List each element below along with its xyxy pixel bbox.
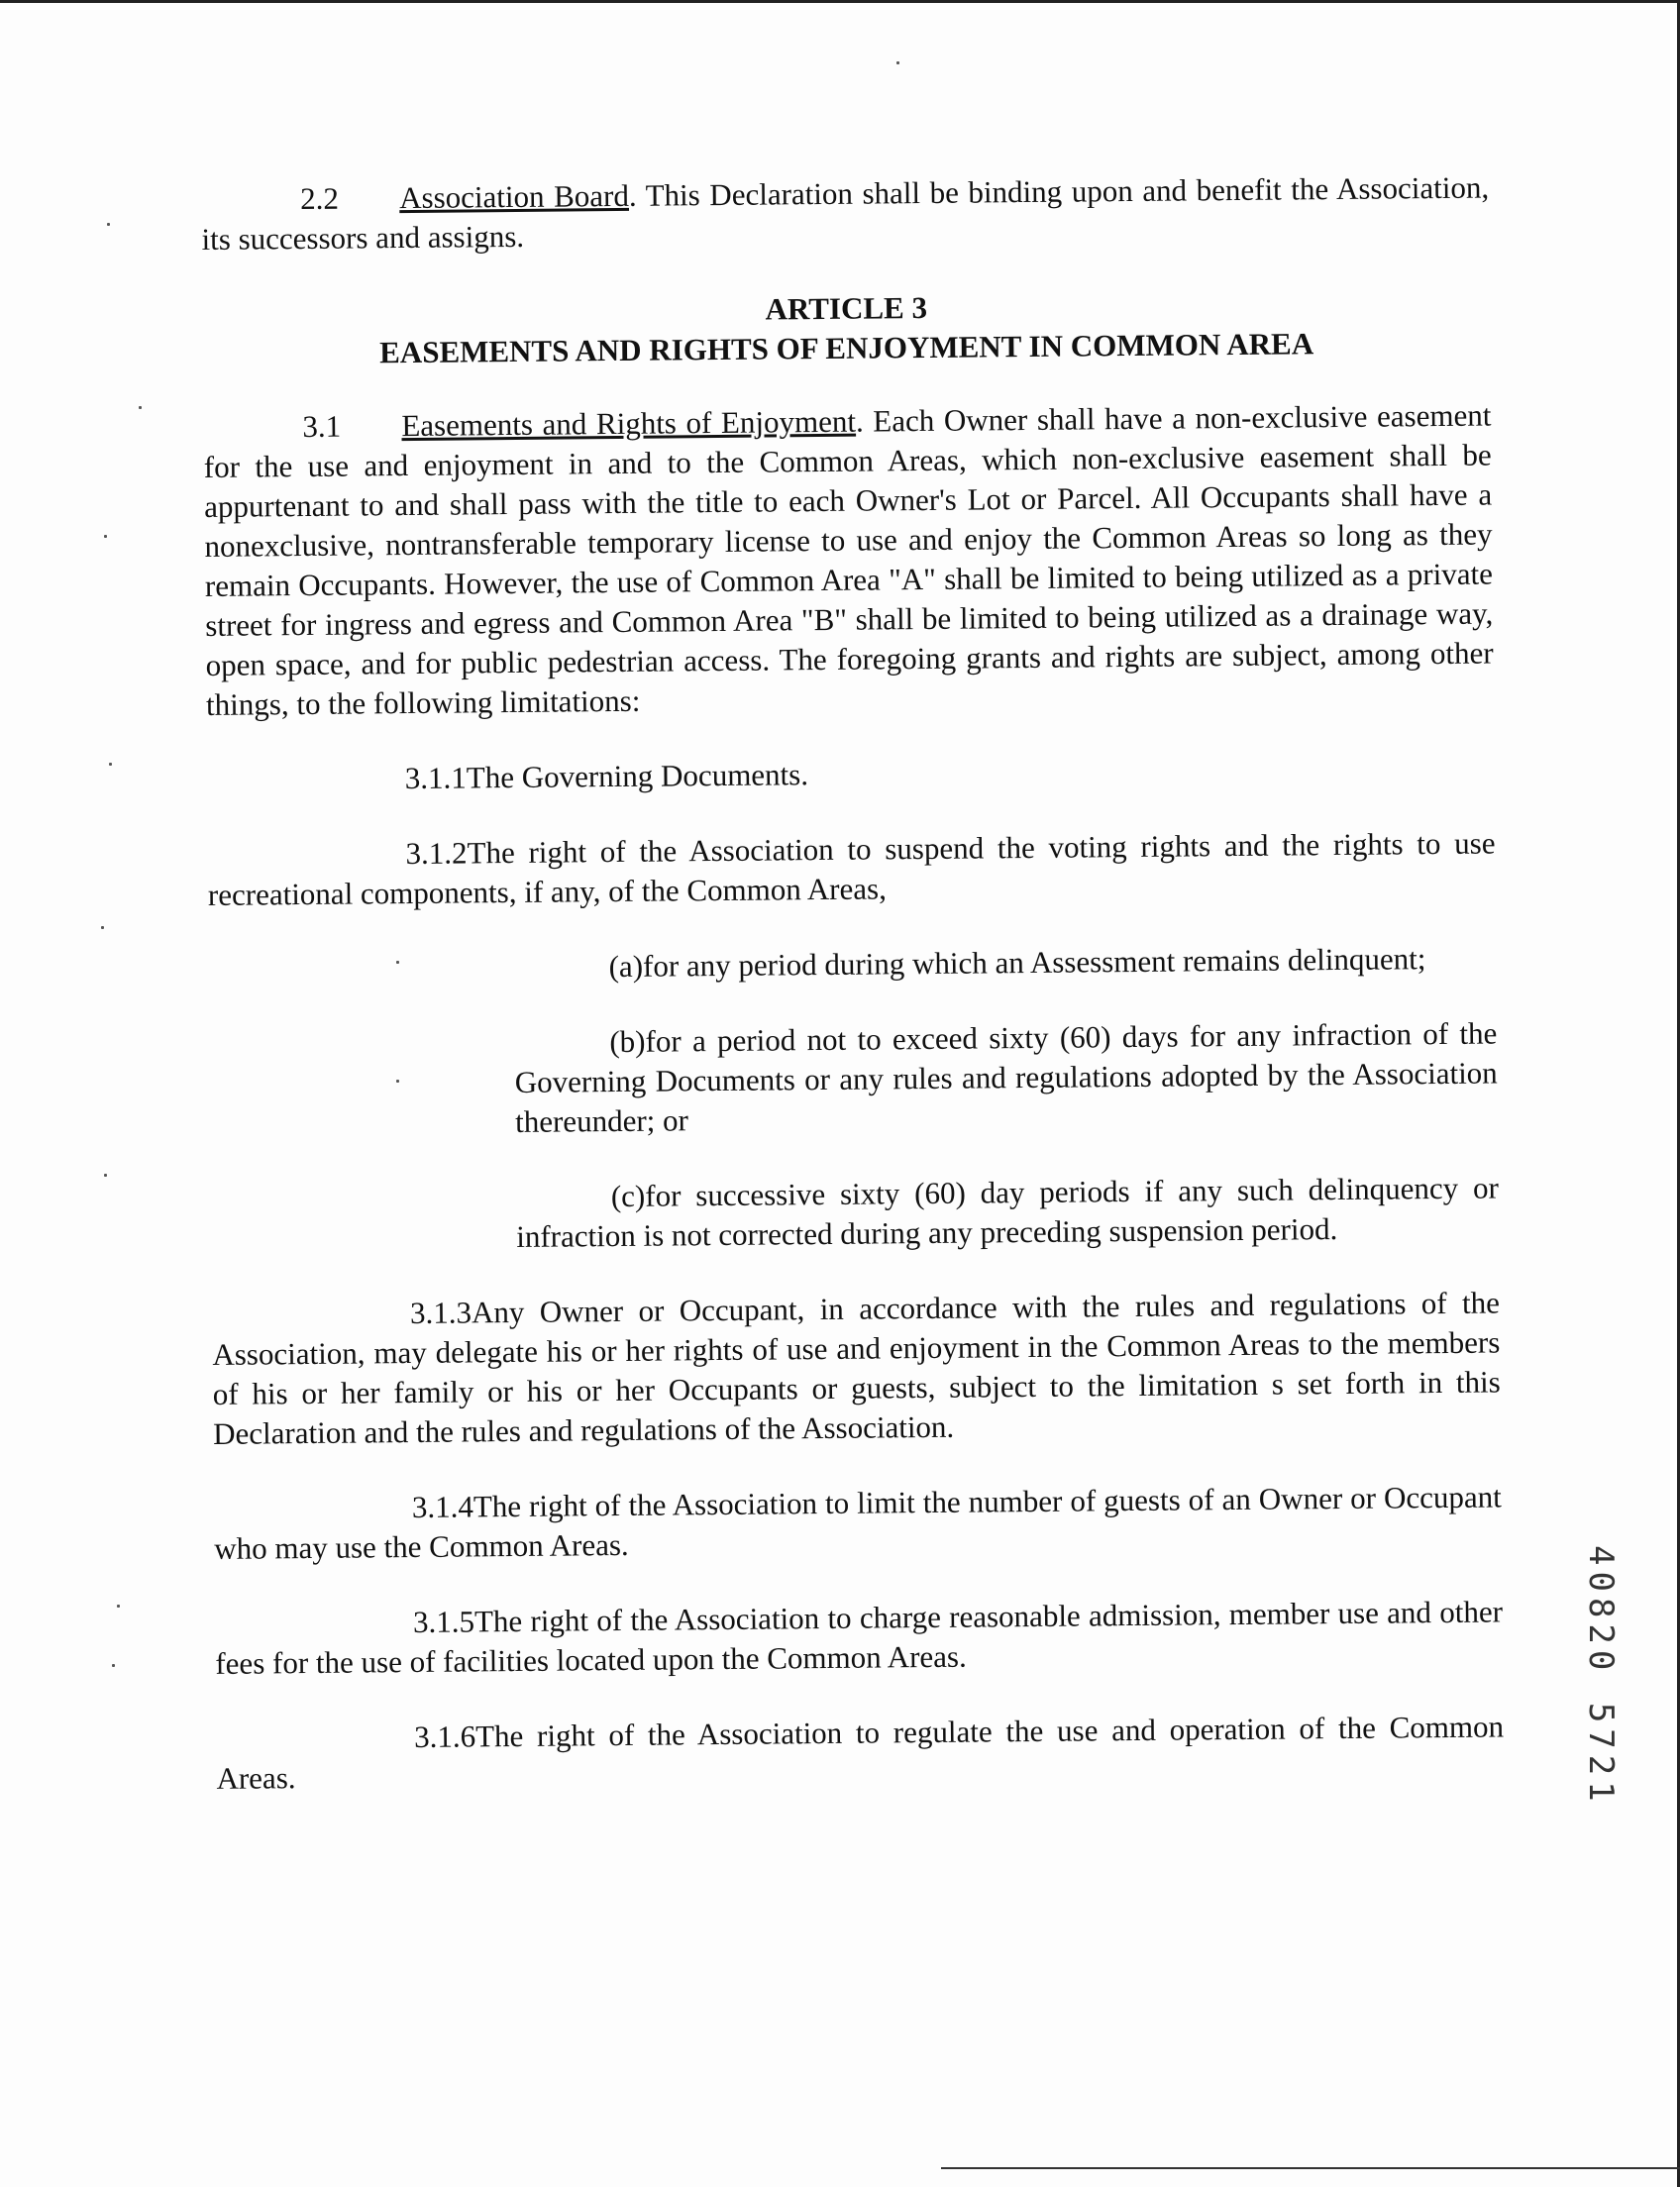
item-text: for a period not to exceed sixty (60) days for any infraction of the Governing Documents or any rules and regulations adopted by the Association thereunder; or [514, 1015, 1498, 1139]
section-3-1-2 [207, 823, 1496, 914]
scan-speck [101, 926, 104, 929]
item-label: (a) [608, 948, 644, 985]
section-text: . This Declaration shall be binding upon and benefit the Association, its successors and assigns. [201, 169, 1490, 257]
section-3-1-1 [207, 748, 1495, 799]
item-label: (b) [609, 1023, 646, 1060]
scan-speck [112, 1664, 115, 1667]
section-title: Association Board [399, 177, 630, 216]
list-item-a [513, 938, 1496, 988]
section-number: 3.1.3 [409, 1295, 472, 1331]
section-number: 3.1.5 [412, 1604, 475, 1640]
section-2-2 [201, 168, 1490, 260]
section-title: Easements and Rights of Enjoyment [401, 403, 857, 444]
section-3-1-3 [212, 1283, 1501, 1453]
section-text: The Governing Documents. [466, 757, 809, 795]
item-label: (c) [610, 1178, 646, 1214]
margin-stamp: 40820 5721 [1581, 1545, 1621, 1808]
section-text: Any Owner or Occupant, in accordance with the rules and regulations of the Association, may delegate his or her rights of use and enjoyment in the Common Areas to the members of his or her family or his or her Occupants or guests, subject to the limitation s set forth in this Declaration and the rules and regulations of the Association. [212, 1285, 1501, 1451]
list-item-b [514, 1013, 1498, 1142]
scan-speck [104, 535, 107, 538]
section-text: . Each Owner shall have a non-exclusive easement for the use and enjoyment in and to the Common Areas, which non-exclusive easement shall be appurtenant to and shall pass with the title to each Owner's Lot or Parcel. All Occupants shall have a nonexclusive, nontransferable temporary license to use and enjoy the Common Areas so long as they remain Occupants. However, the use of Common Area "A" shall be limited to being utilized as a private street for ingress and egress and Common Area "B" shall be limited to being utilized as a drainage way, open space, and for public pedestrian access. The foregoing grants and rights are subject, among other things, to the following limitations: [203, 397, 1494, 722]
document-body [201, 168, 1505, 1834]
section-text: The right of the Association to regulate the use and operation of the Common Areas. [216, 1709, 1505, 1796]
scan-edge-top [0, 0, 1680, 3]
scan-speck [117, 1605, 120, 1608]
scan-speck [107, 223, 110, 226]
section-number: 3.1 [302, 408, 342, 445]
section-number: 3.1.2 [405, 835, 468, 872]
section-text: The right of the Association to suspend the voting rights and the rights to use recreational components, if any, of the Common Areas, [207, 825, 1496, 912]
section-3-1-4 [214, 1477, 1503, 1568]
article-subtitle: EASEMENTS AND RIGHTS OF ENJOYMENT IN COMMON AREA [378, 326, 1314, 370]
item-text: for successive sixty (60) day periods if any such delinquency or infraction is not corrected during any preceding suspension period. [516, 1170, 1499, 1254]
section-number: 2.2 [300, 180, 340, 217]
scan-speck [896, 61, 899, 64]
scan-speck [139, 406, 142, 409]
article-title: ARTICLE 3 [765, 289, 928, 327]
scan-speck [109, 763, 112, 766]
section-number: 3.1.1 [404, 760, 467, 796]
scan-speck [104, 1174, 107, 1177]
scan-edge-bottom [941, 2167, 1680, 2169]
section-3-1-5 [215, 1592, 1504, 1683]
section-3-1 [203, 396, 1494, 725]
section-number: 3.1.4 [411, 1489, 474, 1525]
section-3-1-6 [216, 1707, 1505, 1798]
section-text: The right of the Association to limit the number of guests of an Owner or Occupant who may use the Common Areas. [214, 1479, 1502, 1566]
section-number: 3.1.6 [413, 1718, 476, 1755]
section-text: The right of the Association to charge reasonable admission, member use and other fees for the use of facilities located upon the Common Areas. [215, 1594, 1504, 1681]
list-item-c [516, 1168, 1500, 1257]
item-text: for any period during which an Assessment remains delinquent; [642, 941, 1426, 984]
